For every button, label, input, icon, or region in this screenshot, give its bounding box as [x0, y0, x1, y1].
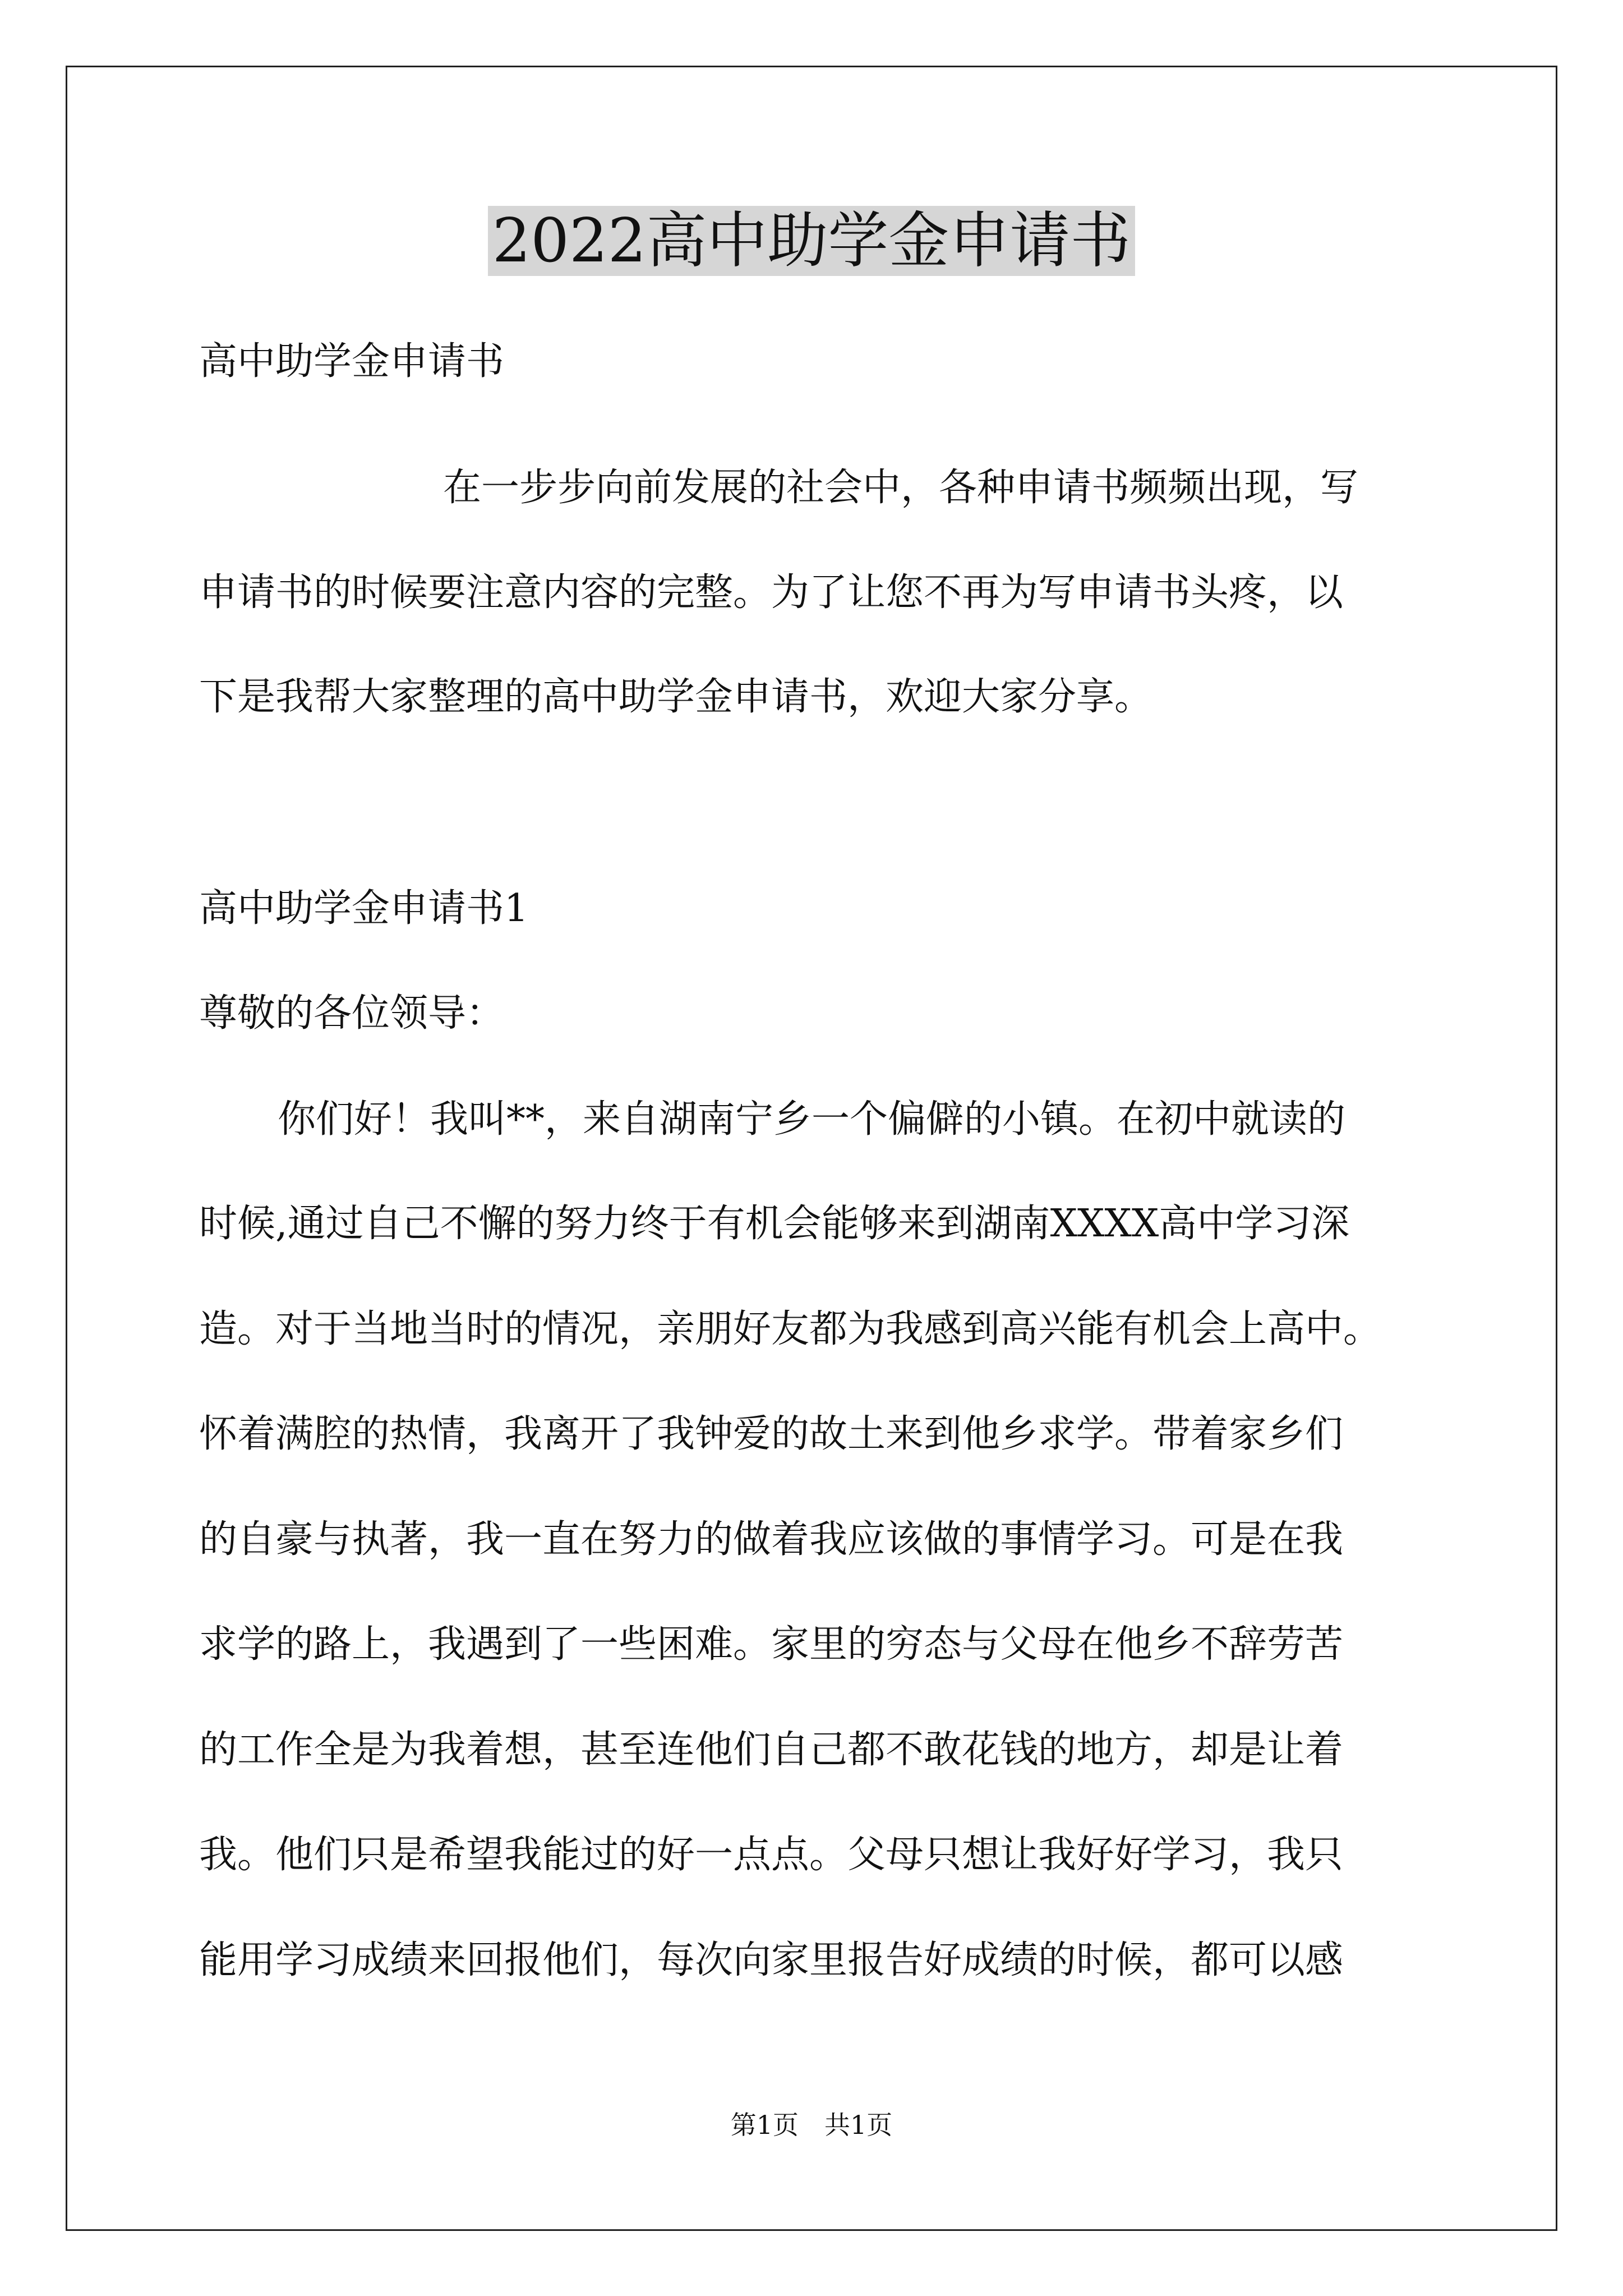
paragraph-line: 求学的路上，我遇到了一些困难。家里的穷态与父母在他乡不辞劳苦 — [199, 1622, 1344, 1667]
paragraph-line: 怀着满腔的热情，我离开了我钟爱的故土来到他乡求学。带着家乡们 — [199, 1412, 1344, 1456]
page-border — [66, 66, 1557, 2231]
paragraph-line: 能用学习成绩来回报他们，每次向家里报告好成绩的时候，都可以感 — [199, 1938, 1344, 1982]
paragraph-line: 下是我帮大家整理的高中助学金申请书，欢迎大家分享。 — [199, 675, 1153, 719]
subtitle-line: 高中助学金申请书 — [199, 339, 505, 384]
paragraph-line: 的自豪与执著，我一直在努力的做着我应该做的事情学习。可是在我 — [199, 1517, 1344, 1562]
document-title — [0, 199, 1623, 283]
paragraph-line: 你们好！我叫**，来自湖南宁乡一个偏僻的小镇。在初中就读的 — [278, 1097, 1346, 1142]
paragraph-line: 的工作全是为我着想，甚至连他们自己都不敢花钱的地方，却是让着 — [199, 1728, 1344, 1772]
section-heading: 高中助学金申请书1 — [199, 886, 529, 931]
paragraph-line: 我。他们只是希望我能过的好一点点。父母只想让我好好学习，我只 — [199, 1833, 1344, 1877]
salutation-line: 尊敬的各位领导： — [199, 991, 505, 1036]
paragraph-line: 在一步步向前发展的社会中，各种申请书频频出现，写 — [443, 466, 1359, 510]
page-footer: 第1页 共1页 — [730, 2110, 893, 2140]
paragraph-line: 造。对于当地当时的情况，亲朋好友都为我感到高兴能有机会上高中。 — [199, 1307, 1382, 1351]
paragraph-line: 申请书的时候要注意内容的完整。为了让您不再为写申请书头疼，以 — [199, 570, 1344, 615]
paragraph-line: 时候,通过自己不懈的努力终于有机会能够来到湖南XXXX高中学习深 — [199, 1202, 1350, 1246]
document-title-text: 2022高中助学金申请书 — [488, 206, 1136, 276]
